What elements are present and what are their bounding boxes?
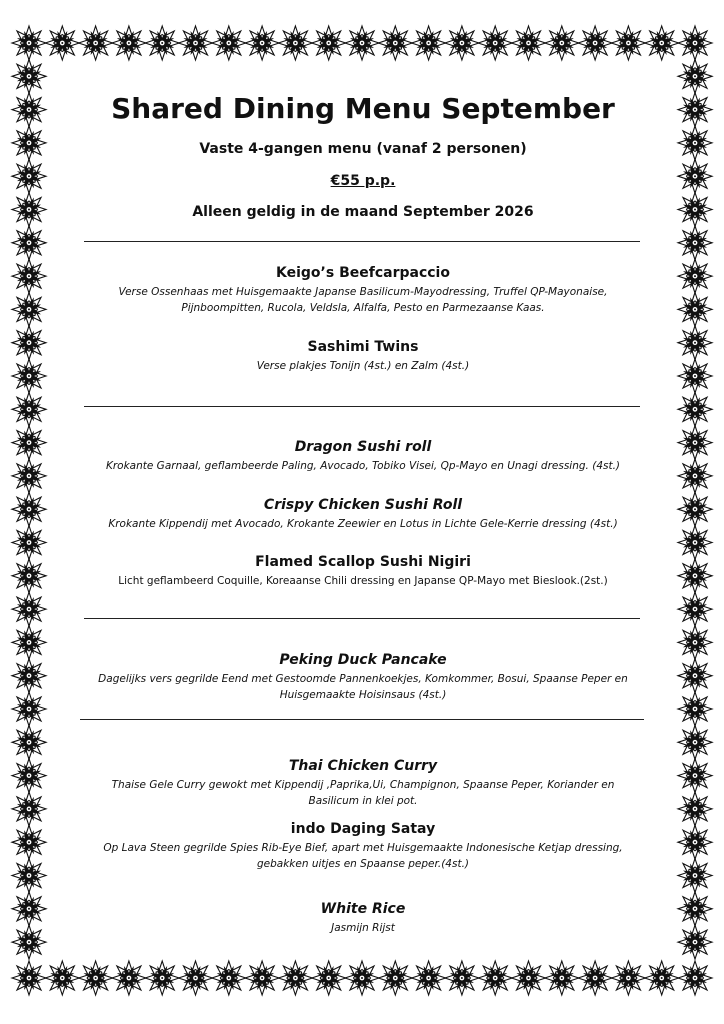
border-ornament-right — [678, 759, 712, 793]
border-ornament-bottom — [245, 961, 279, 995]
dish-name: Keigo’s Beefcarpaccio — [276, 265, 450, 281]
section-divider — [84, 241, 640, 242]
dish-name: Peking Duck Pancake — [279, 652, 447, 668]
menu-price: €55 p.p. — [330, 173, 396, 189]
border-ornament-left — [12, 825, 46, 859]
border-ornament-left — [12, 792, 46, 826]
border-ornament-left — [12, 59, 46, 93]
border-ornament-bottom — [478, 961, 512, 995]
border-ornament-bottom — [445, 961, 479, 995]
dish-thai-chicken-curry — [84, 757, 642, 809]
border-ornament-right — [678, 359, 712, 393]
border-ornament-top — [212, 26, 246, 60]
border-ornament-bottom — [179, 961, 213, 995]
border-ornament-right — [678, 93, 712, 127]
border-ornament-bottom — [645, 961, 679, 995]
border-ornament-top — [478, 26, 512, 60]
border-ornament-top — [445, 26, 479, 60]
border-ornament-right — [678, 292, 712, 326]
border-ornament-left — [12, 559, 46, 593]
border-ornament-bottom — [112, 961, 146, 995]
border-ornament-left — [12, 226, 46, 260]
border-ornament-top — [179, 26, 213, 60]
dish-name: Sashimi Twins — [307, 339, 419, 355]
border-ornament-top — [678, 26, 712, 60]
dish-crispy-chicken-sushi-roll — [84, 496, 642, 532]
dish-name: White Rice — [320, 901, 406, 917]
border-ornament-right — [678, 193, 712, 227]
border-ornament-bottom — [512, 961, 546, 995]
border-ornament-left — [12, 859, 46, 893]
border-ornament-bottom — [212, 961, 246, 995]
menu-title: Shared Dining Menu September — [111, 92, 615, 125]
border-ornament-right — [678, 592, 712, 626]
border-ornament-bottom — [345, 961, 379, 995]
border-ornament-bottom — [578, 961, 612, 995]
border-ornament-top — [79, 26, 113, 60]
border-ornament-right — [678, 692, 712, 726]
border-ornament-right — [678, 159, 712, 193]
border-ornament-right — [678, 459, 712, 493]
border-ornament-left — [12, 326, 46, 360]
border-ornament-left — [12, 159, 46, 193]
border-ornament-top — [611, 26, 645, 60]
menu-subtitle: Vaste 4-gangen menu (vanaf 2 personen) — [199, 141, 527, 157]
border-ornament-left — [12, 659, 46, 693]
border-ornament-right — [678, 892, 712, 926]
border-ornament-bottom — [145, 961, 179, 995]
dish-description: Licht geflambeerd Coquille, Koreaanse Chili dressing en Japanse QP-Mayo met Bieslook.(2st.) — [118, 575, 608, 587]
border-ornament-left — [12, 625, 46, 659]
border-ornament-left — [12, 925, 46, 959]
border-ornament-right — [678, 259, 712, 293]
dish-description: Op Lava Steen gegrilde Spies Rib-Eye Bief, apart met Huisgemaakte Indonesische Ketjap dressing, gebakken uitjes en Spaanse peper.(4st.) — [103, 842, 623, 870]
dish-flamed-scallop-sushi-nigiri — [84, 553, 642, 589]
border-ornament-bottom — [312, 961, 346, 995]
border-ornament-top — [345, 26, 379, 60]
border-ornament-right — [678, 326, 712, 360]
border-ornament-left — [12, 93, 46, 127]
border-ornament-right — [678, 659, 712, 693]
border-ornament-left — [12, 725, 46, 759]
border-ornament-left — [12, 359, 46, 393]
border-ornament-left — [12, 126, 46, 160]
border-ornament-left — [12, 892, 46, 926]
dish-name: Dragon Sushi roll — [294, 439, 432, 455]
border-ornament-left — [12, 193, 46, 227]
border-ornament-right — [678, 625, 712, 659]
dish-description: Thaise Gele Curry gewokt met Kippendij ,Paprika,Ui, Champignon, Spaanse Peper, Koriander en Basilicum in klei pot. — [111, 779, 615, 807]
border-ornament-bottom — [545, 961, 579, 995]
dish-description: Krokante Kippendij met Avocado, Krokante Zeewier en Lotus in Lichte Gele-Kerrie dressing (4st.) — [108, 518, 618, 530]
section-divider — [80, 719, 644, 720]
border-ornament-right — [678, 559, 712, 593]
dish-description: Dagelijks vers gegrilde Eend met Gestoomde Pannenkoekjes, Komkommer, Bosui, Spaanse Peper en Huisgemaakte Hoisinsaus (4st.) — [98, 673, 628, 701]
border-ornament-left — [12, 426, 46, 460]
border-ornament-bottom — [678, 961, 712, 995]
section-divider — [84, 406, 640, 407]
border-ornament-top — [312, 26, 346, 60]
border-ornament-left — [12, 592, 46, 626]
dish-name: Crispy Chicken Sushi Roll — [263, 497, 463, 513]
border-ornament-bottom — [611, 961, 645, 995]
dish-name: Thai Chicken Curry — [288, 758, 438, 774]
section-divider — [84, 618, 640, 619]
border-ornament-top — [645, 26, 679, 60]
border-ornament-left — [12, 492, 46, 526]
border-ornament-top — [512, 26, 546, 60]
dish-peking-duck-pancake — [84, 651, 642, 703]
menu-validity: Alleen geldig in de maand September 2026 — [192, 204, 534, 220]
dish-description: Jasmijn Rijst — [331, 922, 395, 934]
border-ornament-top — [45, 26, 79, 60]
border-ornament-bottom — [79, 961, 113, 995]
border-ornament-right — [678, 392, 712, 426]
border-ornament-bottom — [378, 961, 412, 995]
border-ornament-bottom — [278, 961, 312, 995]
border-ornament-right — [678, 59, 712, 93]
border-ornament-right — [678, 226, 712, 260]
dish-name: Flamed Scallop Sushi Nigiri — [255, 554, 471, 570]
dish-white-rice — [84, 900, 642, 936]
border-ornament-left — [12, 292, 46, 326]
border-ornament-right — [678, 426, 712, 460]
border-ornament-top — [578, 26, 612, 60]
border-ornament-top — [412, 26, 446, 60]
border-ornament-right — [678, 126, 712, 160]
border-ornament-bottom — [12, 961, 46, 995]
border-ornament-top — [112, 26, 146, 60]
border-ornament-top — [278, 26, 312, 60]
border-ornament-left — [12, 259, 46, 293]
border-ornament-top — [378, 26, 412, 60]
border-ornament-left — [12, 392, 46, 426]
dish-keigo-beefcarpaccio — [84, 264, 642, 316]
dish-description: Verse plakjes Tonijn (4st.) en Zalm (4st.) — [256, 360, 470, 372]
dish-description: Verse Ossenhaas met Huisgemaakte Japanse Basilicum-Mayodressing, Truffel QP-Mayonaise, Pijnboompitten, Rucola, Veldsla, Alfalfa, Pesto en Parmezaanse Kaas. — [118, 286, 608, 314]
border-ornament-right — [678, 859, 712, 893]
border-ornament-top — [12, 26, 46, 60]
border-ornament-top — [145, 26, 179, 60]
border-ornament-top — [245, 26, 279, 60]
dish-sashimi-twins — [84, 338, 642, 374]
dish-indo-daging-satay — [84, 820, 642, 872]
border-ornament-left — [12, 459, 46, 493]
border-ornament-right — [678, 925, 712, 959]
border-ornament-left — [12, 526, 46, 560]
dish-dragon-sushi-roll — [84, 438, 642, 474]
border-ornament-right — [678, 825, 712, 859]
border-ornament-bottom — [412, 961, 446, 995]
border-ornament-right — [678, 792, 712, 826]
border-ornament-bottom — [45, 961, 79, 995]
dish-description: Krokante Garnaal, geflambeerde Paling, Avocado, Tobiko Visei, Qp-Mayo en Unagi dressing. (4st.) — [105, 460, 621, 472]
border-ornament-top — [545, 26, 579, 60]
border-ornament-right — [678, 526, 712, 560]
border-ornament-left — [12, 692, 46, 726]
border-ornament-left — [12, 759, 46, 793]
border-ornament-right — [678, 492, 712, 526]
dish-name: indo Daging Satay — [290, 821, 436, 837]
border-ornament-right — [678, 725, 712, 759]
